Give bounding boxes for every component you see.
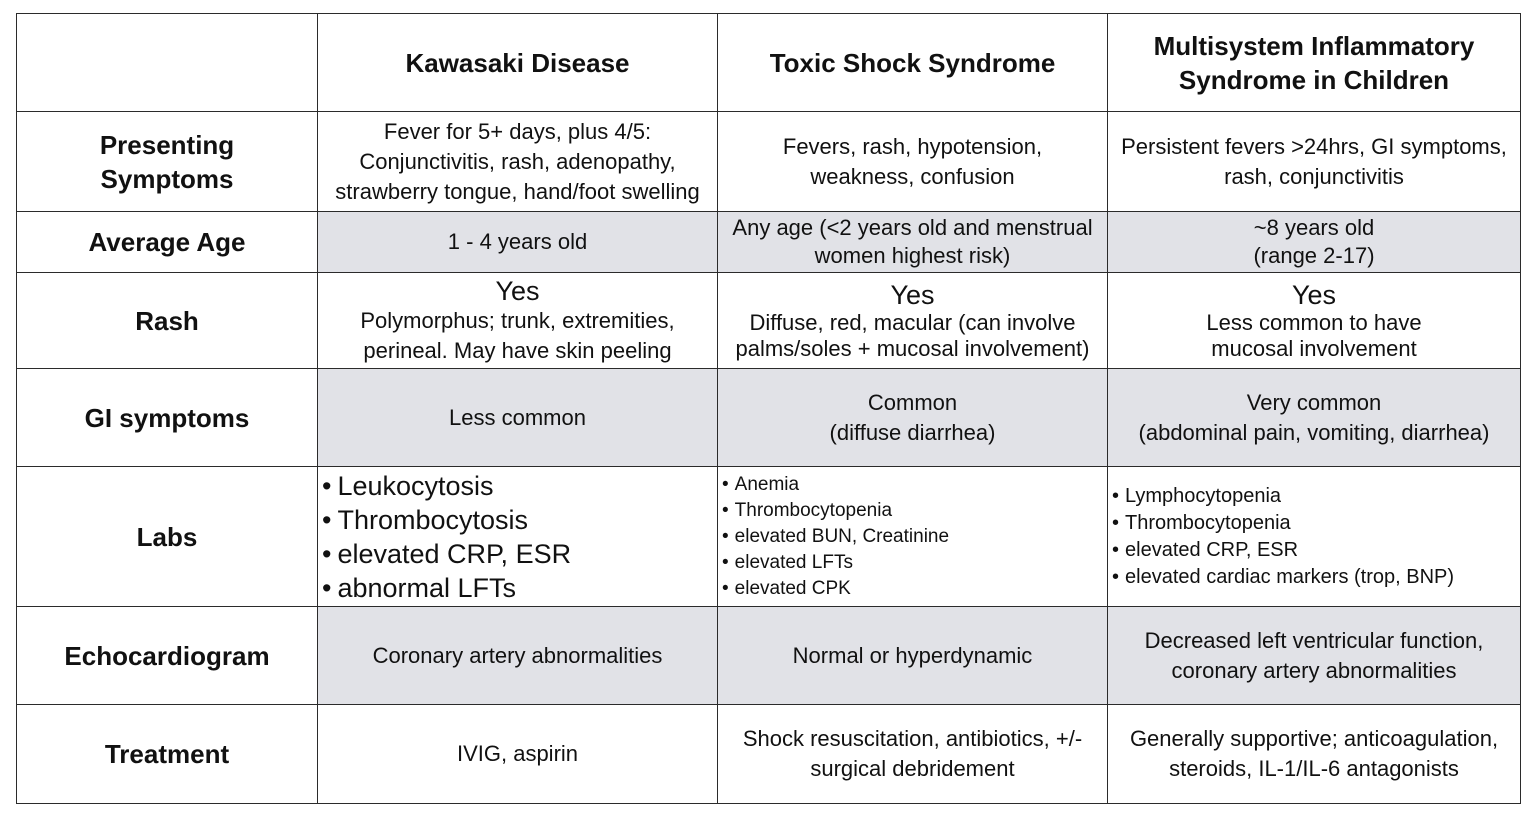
comparison-table bbox=[16, 13, 1521, 804]
gi-misc-line2: (abdominal pain, vomiting, diarrhea) bbox=[1138, 419, 1490, 445]
gi-tss-line1: Common bbox=[867, 389, 958, 415]
cell-treatment-misc: Generally supportive; anticoagulation, steroids, IL-1/IL-6 antagonists bbox=[1108, 705, 1521, 804]
row-header-age: Average Age bbox=[17, 212, 318, 273]
cell-treatment-kawasaki: IVIG, aspirin bbox=[318, 705, 718, 804]
cell-presenting-tss: Fevers, rash, hypotension, weakness, confusion bbox=[718, 112, 1108, 212]
cell-rash-tss bbox=[718, 273, 1108, 369]
cell-age-kawasaki: 1 - 4 years old bbox=[318, 212, 718, 273]
row-header-gi: GI symptoms bbox=[17, 369, 318, 467]
row-header-rash: Rash bbox=[17, 273, 318, 369]
labs-kawasaki-list bbox=[322, 469, 713, 605]
column-header-tss: Toxic Shock Syndrome bbox=[718, 14, 1108, 112]
labs-tss-list bbox=[722, 472, 1103, 602]
list-item: • Anemia bbox=[722, 472, 1103, 498]
age-misc-line1: ~8 years old bbox=[1253, 215, 1375, 240]
list-item: • Leukocytosis bbox=[322, 469, 713, 503]
cell-presenting-kawasaki: Fever for 5+ days, plus 4/5: Conjunctivitis, rash, adenopathy, strawberry tongue, hand/foot swelling bbox=[318, 112, 718, 212]
cell-rash-misc bbox=[1108, 273, 1521, 369]
rash-tss-yes: Yes bbox=[890, 279, 935, 310]
list-item: • Thrombocytosis bbox=[322, 503, 713, 537]
table-row-labs bbox=[17, 467, 1521, 607]
list-item: • abnormal LFTs bbox=[322, 571, 713, 605]
list-item: • elevated LFTs bbox=[722, 550, 1103, 576]
cell-gi-kawasaki: Less common bbox=[318, 369, 718, 467]
labs-misc-list bbox=[1112, 483, 1516, 591]
cell-labs-misc bbox=[1108, 467, 1521, 607]
list-item: • elevated BUN, Creatinine bbox=[722, 524, 1103, 550]
rash-misc-yes: Yes bbox=[1291, 279, 1337, 310]
cell-age-tss: Any age (<2 years old and menstrual women highest risk) bbox=[718, 212, 1108, 273]
cell-treatment-tss: Shock resuscitation, antibiotics, +/- surgical debridement bbox=[718, 705, 1108, 804]
table-row-presenting bbox=[17, 112, 1521, 212]
list-item: • elevated cardiac markers (trop, BNP) bbox=[1112, 564, 1516, 591]
age-misc-line2: (range 2-17) bbox=[1253, 243, 1375, 268]
header-row bbox=[17, 14, 1521, 112]
rash-kawasaki-yes: Yes bbox=[495, 275, 540, 306]
row-header-treatment: Treatment bbox=[17, 705, 318, 804]
gi-tss-line2: (diffuse diarrhea) bbox=[829, 419, 996, 445]
cell-rash-kawasaki bbox=[318, 273, 718, 369]
corner-cell bbox=[17, 14, 318, 112]
gi-misc-line1: Very common bbox=[1246, 389, 1382, 415]
cell-gi-misc bbox=[1108, 369, 1521, 467]
rash-tss-detail: Diffuse, red, macular (can involve palms/soles + mucosal involvement) bbox=[735, 309, 1090, 361]
list-item: • Thrombocytopenia bbox=[1112, 510, 1516, 537]
list-item: • Thrombocytopenia bbox=[722, 498, 1103, 524]
column-header-misc: Multisystem Inflammatory Syndrome in Children bbox=[1108, 14, 1521, 112]
rash-misc-detail: Less common to have mucosal involvement bbox=[1206, 309, 1422, 361]
list-item: • elevated CPK bbox=[722, 576, 1103, 602]
row-header-labs: Labs bbox=[17, 467, 318, 607]
row-header-echo: Echocardiogram bbox=[17, 607, 318, 705]
cell-labs-tss bbox=[718, 467, 1108, 607]
rash-kawasaki-detail: Polymorphus; trunk, extremities, perineal. May have skin peeling bbox=[360, 307, 675, 363]
cell-labs-kawasaki bbox=[318, 467, 718, 607]
cell-presenting-misc: Persistent fevers >24hrs, GI symptoms, rash, conjunctivitis bbox=[1108, 112, 1521, 212]
cell-gi-tss bbox=[718, 369, 1108, 467]
column-header-kawasaki: Kawasaki Disease bbox=[318, 14, 718, 112]
list-item: • elevated CRP, ESR bbox=[1112, 537, 1516, 564]
cell-age-misc bbox=[1108, 212, 1521, 273]
list-item: • elevated CRP, ESR bbox=[322, 537, 713, 571]
cell-echo-tss: Normal or hyperdynamic bbox=[718, 607, 1108, 705]
table-row-treatment bbox=[17, 705, 1521, 804]
table-row-gi bbox=[17, 369, 1521, 467]
table-row-echo bbox=[17, 607, 1521, 705]
row-header-presenting: Presenting Symptoms bbox=[17, 112, 318, 212]
list-item: • Lymphocytopenia bbox=[1112, 483, 1516, 510]
table-row-rash bbox=[17, 273, 1521, 369]
table-row-age bbox=[17, 212, 1521, 273]
cell-echo-kawasaki: Coronary artery abnormalities bbox=[318, 607, 718, 705]
cell-echo-misc: Decreased left ventricular function, coronary artery abnormalities bbox=[1108, 607, 1521, 705]
